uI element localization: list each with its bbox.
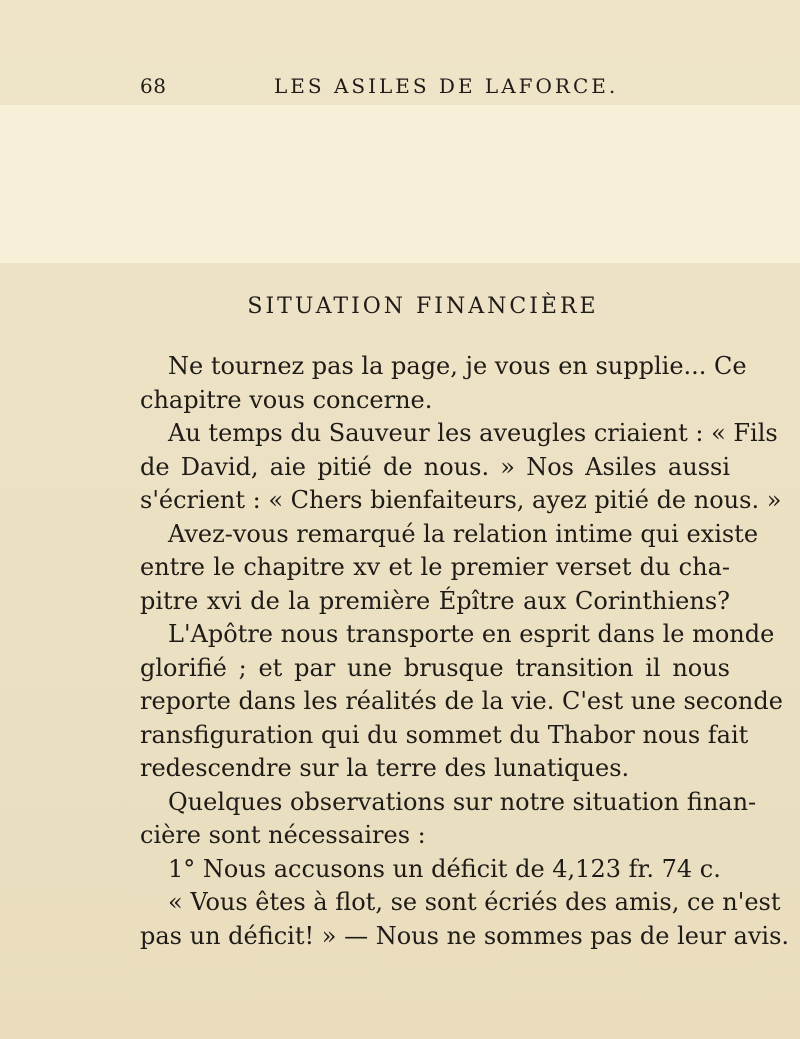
text-line-11: reporte dans les réalités de la vie. C'est une seconde xyxy=(140,687,783,715)
text-line-2: chapitre vous concerne. xyxy=(140,385,433,414)
text-line-14: Quelques observations sur notre situation finan- xyxy=(168,787,757,816)
body-text xyxy=(140,350,790,953)
text-line-18: pas un déficit! » — Nous ne sommes pas de leur avis. xyxy=(140,921,790,950)
text-line-12: ransfiguration qui du sommet du Thabor nous fait xyxy=(140,720,749,749)
text-line-13: redescendre sur la terre des lunatiques. xyxy=(140,754,630,782)
running-title: LES ASILES DE LAFORCE. xyxy=(274,74,619,98)
text-line-9: L'Apôtre nous transporte en esprit dans le monde xyxy=(168,620,775,648)
running-header xyxy=(0,72,800,104)
text-line-4: de David, aie pitié de nous. » Nos Asiles aussi xyxy=(140,452,730,481)
page-number: 68 xyxy=(140,74,167,98)
blank-band xyxy=(0,105,800,263)
text-line-6: Avez-vous remarqué la relation intime qui existe xyxy=(168,519,759,548)
text-line-8: pitre xvi de la première Épître aux Corinthiens? xyxy=(140,586,730,615)
section-title: SITUATION FINANCIÈRE xyxy=(247,294,599,319)
text-line-3: Au temps du Sauveur les aveugles criaient : « Fils xyxy=(168,419,778,447)
text-line-7: entre le chapitre xv et le premier verset du cha- xyxy=(140,553,730,581)
text-line-16: 1° Nous accusons un déficit de 4,123 fr. 74 c. xyxy=(168,854,721,883)
text-line-17: « Vous êtes à flot, se sont écriés des amis, ce n'est xyxy=(168,888,781,916)
text-line-15: cière sont nécessaires : xyxy=(140,821,426,849)
text-line-1: Ne tournez pas la page, je vous en supplie... Ce xyxy=(168,352,747,380)
text-line-10: glorifié ; et par une brusque transition il nous xyxy=(140,653,730,682)
text-line-5: s'écrient : « Chers bienfaiteurs, ayez pitié de nous. » xyxy=(140,486,782,514)
